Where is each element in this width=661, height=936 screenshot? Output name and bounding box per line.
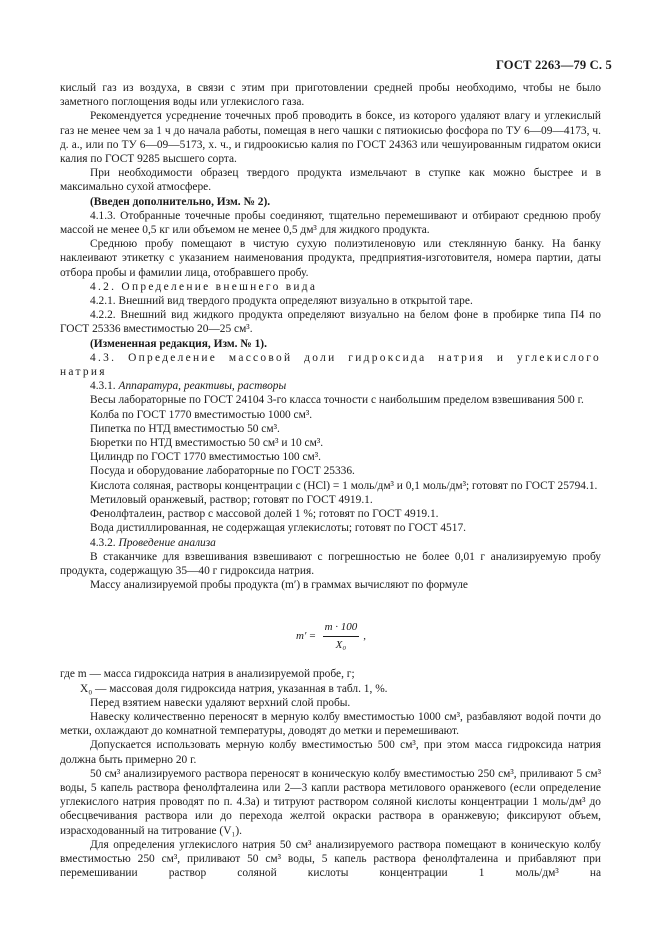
document-body bbox=[60, 81, 601, 880]
paragraph: 4.2.1. Внешний вид твердого продукта определяют визуально в открытой таре. bbox=[90, 295, 473, 308]
section-heading: 4.2. Определение внешнего вида bbox=[90, 280, 318, 293]
paragraph: Кислота соляная, растворы концентрации c (HCl) = 1 моль/дм³ и 0,1 моль/дм³; готовят по ГОСТ 25794.1. bbox=[90, 479, 598, 492]
paragraph: В стаканчике для взвешивания взвешивают с погрешностью не более 0,01 г анализируемую пробу продукта, содержащую 35—40 г гидроксида натрия. bbox=[60, 550, 601, 577]
paragraph: Навеску количественно переносят в мерную колбу вместимостью 1000 см³, разбавляют водой почти до метки, охлаждают до комнатной температуры, доводят до метки и перемешивают. bbox=[60, 710, 601, 738]
formula-lhs: m′ bbox=[296, 629, 307, 642]
paragraph: 50 см³ анализируемого раствора переносят в коническую колбу вместимостью 250 см³, приливают 5 см³ воды, 5 капель раствора фенолфталеина или 2—3 капли раствора метилового оранжевого (если определение углекислого натрия проводят по п. 4.3а) и титруют раствором соляной кислоты концентрации 1 моль/дм³ до обесцвечивания раствора или до перехода желтой окраски раствора в оранжевую; фиксируют объем, израсходованный на титрование (V₁). bbox=[60, 767, 601, 837]
formula-fraction bbox=[323, 620, 360, 651]
section-heading: 4.3. Определение массовой доли гидроксида натрия и углекислого натрия bbox=[60, 351, 601, 379]
paragraph: кислый газ из воздуха, в связи с этим при приготовлении средней пробы необходимо, чтобы не было заметного поглощения воды или углекислого газа. bbox=[60, 82, 601, 109]
paragraph: Вода дистиллированная, не содержащая углекислоты; готовят по ГОСТ 4517. bbox=[90, 522, 466, 535]
subsection-heading bbox=[60, 536, 601, 550]
page-header: ГОСТ 2263—79 С. 5 bbox=[495, 58, 612, 72]
paragraph: Посуда и оборудование лабораторные по ГОСТ 25336. bbox=[90, 465, 355, 478]
paragraph: Пипетка по НТД вместимостью 50 см³. bbox=[90, 422, 280, 435]
amendment-note: (Измененная редакция, Изм. № 1). bbox=[90, 337, 267, 350]
paragraph: Колба по ГОСТ 1770 вместимостью 1000 см³. bbox=[90, 408, 313, 421]
formula-tail: , bbox=[363, 629, 367, 642]
formula-numerator: m · 100 bbox=[323, 620, 360, 636]
paragraph: Среднюю пробу помещают в чистую сухую полиэтиленовую или стеклянную банку. На банку наклеивают этикетку с указанием наименования продукта, предприятия-изготовителя, номера партии, даты отбора пробы и фамилии лица, отобравшего пробу. bbox=[60, 238, 601, 279]
formula-denominator: X₀ bbox=[335, 638, 347, 651]
paragraph: Массу анализируемой пробы продукта (m′) в граммах вычисляют по формуле bbox=[90, 579, 468, 592]
paragraph: При необходимости образец твердого продукта измельчают в ступке как можно быстрее и в максимально сухой атмосфере. bbox=[60, 167, 601, 194]
paragraph: Рекомендуется усреднение точечных проб проводить в боксе, из которого удаляют влагу и углекислый газ не менее чем за 1 ч до начала работы, помещая в него чашки с пятиокисью фосфора по ТУ 6—09—4173, ч. д. а., или по ТУ 6—09—5173, х. ч., и гидроокисью калия по ГОСТ 24363 или чешуированным гидратом окиси калия по ГОСТ 9285 высшего сорта. bbox=[60, 110, 601, 166]
subsection-number: 4.3.1. bbox=[90, 380, 116, 393]
paragraph: 4.1.3. Отобранные точечные пробы соединяют, тщательно перемешивают и отбирают среднюю пробу массой не менее 0,5 кг или объемом не менее 0,5 дм³ для жидкого продукта. bbox=[60, 209, 601, 237]
paragraph: Цилиндр по ГОСТ 1770 вместимостью 100 см³. bbox=[90, 451, 321, 464]
paragraph: Допускается использовать мерную колбу вместимостью 500 см³, при этом масса гидроксида натрия должна быть примерно 20 г. bbox=[60, 739, 601, 766]
paragraph: 4.2.2. Внешний вид жидкого продукта определяют визуально на белом фоне в пробирке типа П4 по ГОСТ 25336 вместимостью 20—25 см³. bbox=[60, 309, 601, 336]
subsection-number: 4.3.2. bbox=[90, 536, 116, 549]
formula-definition: X₀ — массовая доля гидроксида натрия, указанная в табл. 1, %. bbox=[80, 682, 388, 695]
subsection-title: Аппаратура, реактивы, растворы bbox=[118, 380, 287, 393]
paragraph: Перед взятием навески удаляют верхний слой пробы. bbox=[90, 696, 351, 709]
paragraph: Бюретки по НТД вместимостью 50 см³ и 10 см³. bbox=[90, 437, 324, 450]
formula-definition: где m — масса гидроксида натрия в анализируемой пробе, г; bbox=[60, 668, 355, 681]
paragraph: Весы лабораторные по ГОСТ 24104 3-го класса точности с наибольшим пределом взвешивания 500 г. bbox=[90, 394, 584, 407]
formula-equals: = bbox=[309, 629, 316, 642]
formula bbox=[60, 592, 601, 667]
paragraph: Метиловый оранжевый, раствор; готовят по ГОСТ 4919.1. bbox=[90, 493, 373, 506]
subsection-heading bbox=[60, 379, 601, 393]
amendment-note: (Введен дополнительно, Изм. № 2). bbox=[90, 195, 271, 208]
subsection-title: Проведение анализа bbox=[118, 536, 216, 549]
paragraph: Фенолфталеин, раствор с массовой долей 1 %; готовят по ГОСТ 4919.1. bbox=[90, 508, 439, 521]
paragraph: Для определения углекислого натрия 50 см³ анализируемого раствора помещают в коническую колбу вместимостью 250 см³, приливают 50 см³ воды, 5 капель раствора фенолфталеина и прибавляют при перемешивании раствор соляной кислоты концентрации 1 моль/дм³ на bbox=[60, 838, 601, 880]
